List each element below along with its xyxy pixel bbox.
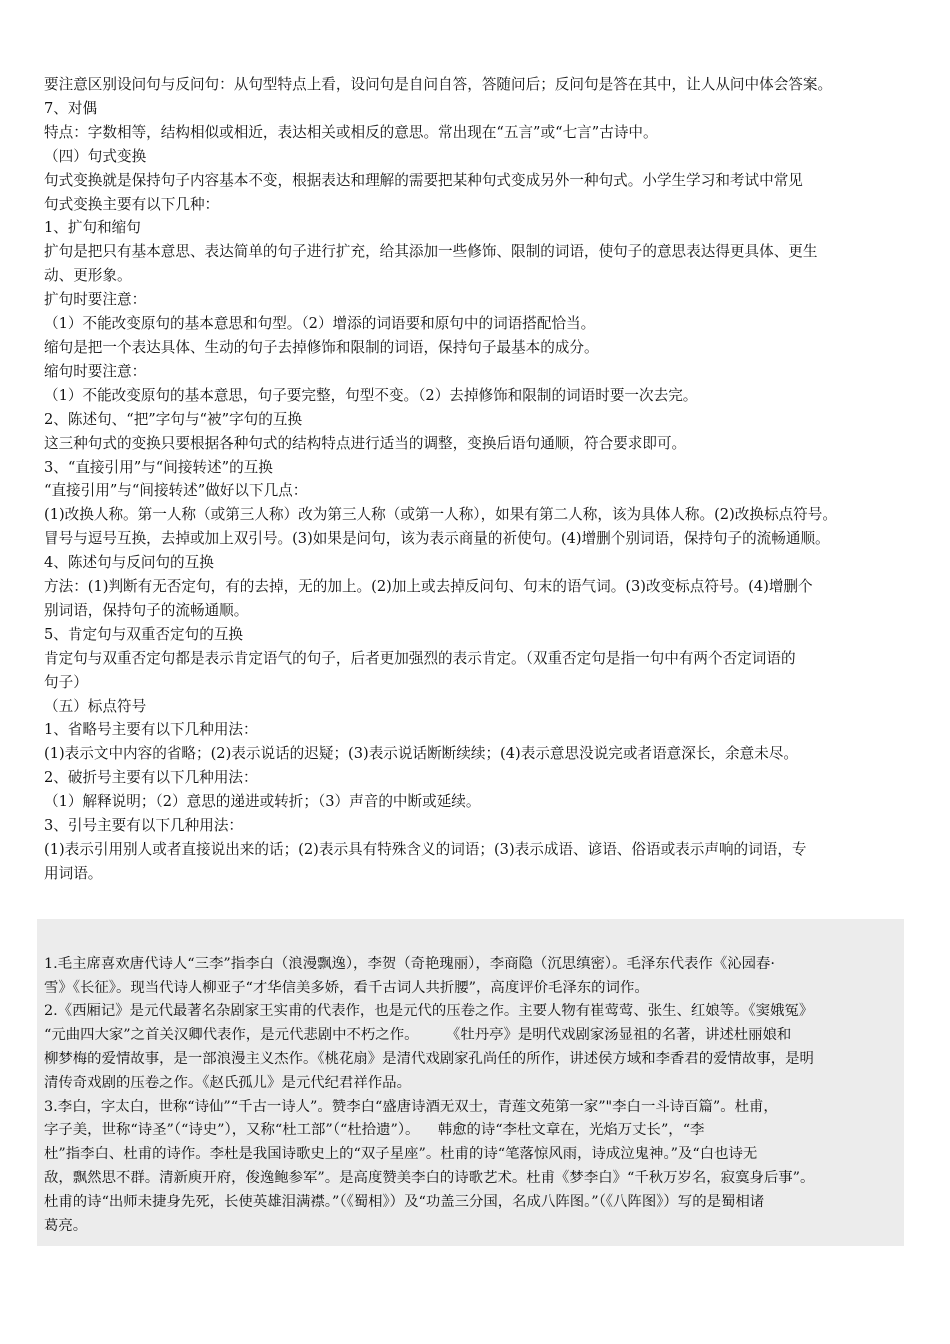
text-line: 缩句是把一个表达具体、生动的句子去掉修饰和限制的词语，保持句子最基本的成分。 (44, 338, 599, 356)
text-line: 冒号与逗号互换，去掉或加上双引号。(3)如果是问句，该为表示商量的祈使句。(4)增删个别词语，保持句子的流畅通顺。 (44, 530, 830, 548)
note-line: 柳梦梅的爱情故事，是一部浪漫主义杰作。《桃花扇》是清代戏剧家孔尚任的所作，讲述侯方域和李香君的爱情故事，是明 (44, 1050, 814, 1067)
text-line: 缩句时要注意： (44, 362, 147, 380)
text-line: 1、扩句和缩句 (44, 219, 141, 237)
text-line: (1)表示文中内容的省略；(2)表示说话的迟疑；(3)表示说话断断续续；(4)表示意思没说完或者语意深长，余意未尽。 (44, 745, 799, 763)
note-line: 清传奇戏剧的压卷之作。《赵氏孤儿》是元代纪君祥作品。 (44, 1074, 411, 1091)
text-line: 4、陈述句与反问句的互换 (44, 554, 214, 572)
text-line: 2、破折号主要有以下几种用法： (44, 769, 258, 787)
note-line: “元曲四大家”之首关汉卿代表作，是元代悲剧中不朽之作。 《牡丹亭》是明代戏剧家汤显祖的名著，讲述杜丽娘和 (44, 1027, 792, 1044)
main-text-body (44, 73, 914, 886)
text-line: 特点：字数相等，结构相似或相近，表达相关或相反的意思。常出现在“五言”或“七言”古诗中。 (44, 123, 658, 141)
text-line: 方法：(1)判断有无否定句，有的去掉，无的加上。(2)加上或去掉反问句、句末的语气词。(3)改变标点符号。(4)增删个 (44, 578, 813, 596)
note-line: 杜”指李白、杜甫的诗作。李杜是我国诗歌史上的“双子星座”。杜甫的诗“笔落惊风雨，诗成泣鬼神。”及“白也诗无 (44, 1146, 758, 1163)
note-line: 杜甫的诗“出师未捷身先死，长使英雄泪满襟。”（《蜀相》）及“功盖三分国，名成八阵图。”（《八阵图》）写的是蜀相诸 (44, 1193, 765, 1210)
note-line (44, 929, 902, 953)
text-line: （五）标点符号 (44, 697, 147, 715)
text-line: 用词语。 (44, 864, 103, 882)
text-line: 1、省略号主要有以下几种用法： (44, 721, 258, 739)
text-line: 肯定句与双重否定句都是表示肯定语气的句子，后者更加强烈的表示肯定。（双重否定句是指一句中有两个否定词语的 (44, 649, 796, 667)
text-line: 句式变换主要有以下几种： (44, 195, 220, 213)
note-line: 3.李白，字太白，世称“诗仙”“千古一诗人”。赞李白“盛唐诗酒无双士，青莲文苑第一家”"李白一斗诗百篇”。杜甫， (44, 1098, 778, 1115)
text-line: 扩句是把只有基本意思、表达简单的句子进行扩充，给其添加一些修饰、限制的词语，使句子的意思表达得更具体、更生 (44, 243, 818, 261)
text-line: （1）不能改变原句的基本意思和句型。（2）增添的词语要和原句中的词语搭配恰当。 (44, 315, 596, 333)
note-line: 敌，飘然思不群。清新庾开府，俊逸鲍参军”。是高度赞美李白的诗歌艺术。杜甫《梦李白》“千秋万岁名，寂寞身后事”。 (44, 1169, 815, 1186)
text-line: (1)表示引用别人或者直接说出来的话；(2)表示具有特殊含义的词语；(3)表示成语、谚语、俗语或表示声响的词语，专 (44, 841, 807, 858)
text-line: 3、引号主要有以下几种用法： (44, 817, 244, 835)
text-line: （1）不能改变原句的基本意思，句子要完整，句型不变。（2）去掉修饰和限制的词语时要一次去完。 (44, 386, 698, 404)
note-line: 葛亮。 (44, 1217, 88, 1234)
notes-box-text (44, 929, 902, 1238)
text-line: 别词语，保持句子的流畅通顺。 (44, 601, 249, 619)
text-line: 这三种句式的变换只要根据各种句式的结构特点进行适当的调整，变换后语句通顺，符合要求即可。 (44, 434, 687, 452)
note-line: 字子美，世称“诗圣”（“诗史”），又称“杜工部”（“杜拾遗”）。 韩愈的诗“李杜文章在，光焰万丈长”，“李 (44, 1122, 705, 1139)
text-line: 动、更形象。 (44, 267, 132, 285)
text-line: 句子） (44, 673, 88, 691)
text-line: “直接引用”与“间接转述”做好以下几点： (44, 482, 308, 500)
text-line: （1）解释说明；（2）意思的递进或转折；（3）声音的中断或延续。 (44, 793, 481, 811)
text-line: 扩句时要注意： (44, 291, 147, 309)
note-line: 雪》《长征》。现当代诗人柳亚子“才华信美多娇，看千古词人共折腰”，高度评价毛泽东的词作。 (44, 979, 649, 996)
text-line: 要注意区别设问句与反问句：从句型特点上看，设问句是自问自答，答随问后；反问句是答在其中，让人从问中体会答案。 (44, 76, 833, 93)
note-line: 1.毛主席喜欢唐代诗人“三李”指李白（浪漫飘逸），李贺（奇艳瑰丽），李商隐（沉思缜密）。毛泽东代表作《沁园春· (44, 955, 775, 972)
text-line: 2、陈述句、“把”字句与“被”字句的互换 (44, 410, 303, 428)
text-line: （四）句式变换 (44, 147, 147, 165)
note-line: 2.《西厢记》是元代最著名杂剧家王实甫的代表作，也是元代的压卷之作。主要人物有崔莺莺、张生、红娘等。《窦娥冤》 (44, 1003, 814, 1020)
text-line: 7、对偶 (44, 99, 98, 117)
text-line: (1)改换人称。第一人称（或第三人称）改为第三人称（或第一人称），如果有第二人称，该为具体人称。(2)改换标点符号。 (44, 506, 837, 524)
text-line: 3、“直接引用”与“间接转述”的互换 (44, 458, 273, 476)
text-line: 5、肯定句与双重否定句的互换 (44, 625, 244, 643)
text-line: 句式变换就是保持句子内容基本不变，根据表达和理解的需要把某种句式变成另外一种句式。小学生学习和考试中常见 (44, 171, 803, 189)
notes-box (37, 919, 904, 1246)
